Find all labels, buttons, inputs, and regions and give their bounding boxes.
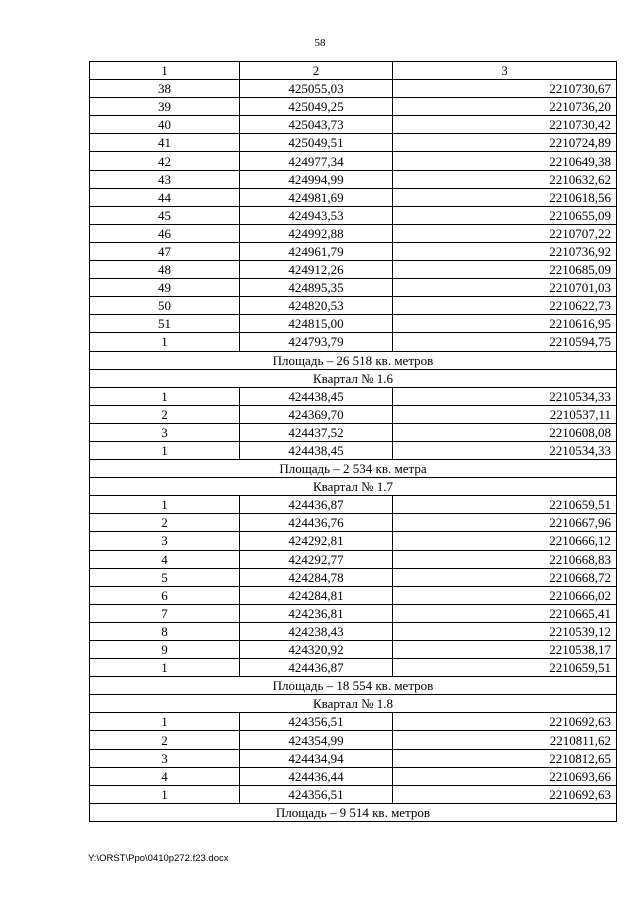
x-coordinate-cell: 424994,99 — [240, 170, 393, 188]
table-row — [90, 98, 617, 116]
x-coordinate-cell: 424356,51 — [240, 785, 393, 803]
table-row — [90, 206, 617, 224]
table-row — [90, 659, 617, 677]
table-row — [90, 785, 617, 803]
y-coordinate-cell: 2210594,75 — [393, 333, 617, 351]
y-coordinate-cell: 2210659,51 — [393, 659, 617, 677]
x-coordinate-cell: 424436,87 — [240, 496, 393, 514]
table-row — [90, 731, 617, 749]
y-coordinate-cell: 2210534,33 — [393, 387, 617, 405]
point-number-cell: 39 — [90, 98, 240, 116]
y-coordinate-cell: 2210730,42 — [393, 116, 617, 134]
x-coordinate-cell: 424320,92 — [240, 641, 393, 659]
x-coordinate-cell: 424354,99 — [240, 731, 393, 749]
table-row — [90, 387, 617, 405]
coordinates-table — [89, 61, 617, 822]
table-row — [90, 134, 617, 152]
section-row — [90, 695, 617, 713]
file-path-footer: Y:\ORST\Ppo\0410p272.f23.docx — [88, 853, 229, 864]
point-number-cell: 1 — [90, 496, 240, 514]
y-coordinate-cell: 2210538,17 — [393, 641, 617, 659]
page-number: 58 — [314, 37, 326, 49]
y-coordinate-cell: 2210616,95 — [393, 315, 617, 333]
y-coordinate-cell: 2210736,92 — [393, 242, 617, 260]
x-coordinate-cell: 424438,45 — [240, 441, 393, 459]
table-row — [90, 441, 617, 459]
table-row — [90, 622, 617, 640]
x-coordinate-cell: 424238,43 — [240, 622, 393, 640]
x-coordinate-cell: 424436,44 — [240, 767, 393, 785]
point-number-cell: 2 — [90, 731, 240, 749]
x-coordinate-cell: 425049,51 — [240, 134, 393, 152]
table-row — [90, 152, 617, 170]
point-number-cell: 44 — [90, 188, 240, 206]
table-row — [90, 80, 617, 98]
header-cell: 1 — [90, 62, 240, 80]
x-coordinate-cell: 425043,73 — [240, 116, 393, 134]
point-number-cell: 46 — [90, 224, 240, 242]
y-coordinate-cell: 2210666,02 — [393, 586, 617, 604]
table-row — [90, 767, 617, 785]
y-coordinate-cell: 2210622,73 — [393, 297, 617, 315]
point-number-cell: 51 — [90, 315, 240, 333]
table-row — [90, 170, 617, 188]
y-coordinate-cell: 2210685,09 — [393, 261, 617, 279]
y-coordinate-cell: 2210701,03 — [393, 279, 617, 297]
x-coordinate-cell: 424820,53 — [240, 297, 393, 315]
y-coordinate-cell: 2210668,72 — [393, 568, 617, 586]
point-number-cell: 1 — [90, 785, 240, 803]
section-label: Квартал № 1.6 — [90, 369, 617, 387]
y-coordinate-cell: 2210730,67 — [393, 80, 617, 98]
y-coordinate-cell: 2210692,63 — [393, 713, 617, 731]
section-row — [90, 460, 617, 478]
section-row — [90, 351, 617, 369]
x-coordinate-cell: 424943,53 — [240, 206, 393, 224]
point-number-cell: 41 — [90, 134, 240, 152]
table-row — [90, 641, 617, 659]
table-row — [90, 333, 617, 351]
y-coordinate-cell: 2210666,12 — [393, 532, 617, 550]
x-coordinate-cell: 424284,81 — [240, 586, 393, 604]
section-row — [90, 478, 617, 496]
x-coordinate-cell: 424981,69 — [240, 188, 393, 206]
point-number-cell: 1 — [90, 713, 240, 731]
point-number-cell: 1 — [90, 441, 240, 459]
y-coordinate-cell: 2210812,65 — [393, 749, 617, 767]
point-number-cell: 8 — [90, 622, 240, 640]
y-coordinate-cell: 2210665,41 — [393, 604, 617, 622]
table-row — [90, 297, 617, 315]
point-number-cell: 48 — [90, 261, 240, 279]
table-row — [90, 586, 617, 604]
table-row — [90, 713, 617, 731]
point-number-cell: 40 — [90, 116, 240, 134]
table-row — [90, 224, 617, 242]
x-coordinate-cell: 424437,52 — [240, 423, 393, 441]
point-number-cell: 5 — [90, 568, 240, 586]
x-coordinate-cell: 425049,25 — [240, 98, 393, 116]
x-coordinate-cell: 424436,76 — [240, 514, 393, 532]
section-row — [90, 803, 617, 821]
y-coordinate-cell: 2210659,51 — [393, 496, 617, 514]
point-number-cell: 49 — [90, 279, 240, 297]
y-coordinate-cell: 2210537,11 — [393, 405, 617, 423]
x-coordinate-cell: 424438,45 — [240, 387, 393, 405]
table-row — [90, 315, 617, 333]
x-coordinate-cell: 424793,79 — [240, 333, 393, 351]
point-number-cell: 3 — [90, 532, 240, 550]
section-label: Площадь – 26 518 кв. метров — [90, 351, 617, 369]
table-row — [90, 405, 617, 423]
y-coordinate-cell: 2210655,09 — [393, 206, 617, 224]
x-coordinate-cell: 424434,94 — [240, 749, 393, 767]
y-coordinate-cell: 2210632,62 — [393, 170, 617, 188]
y-coordinate-cell: 2210649,38 — [393, 152, 617, 170]
section-row — [90, 677, 617, 695]
point-number-cell: 42 — [90, 152, 240, 170]
x-coordinate-cell: 424815,00 — [240, 315, 393, 333]
point-number-cell: 4 — [90, 550, 240, 568]
y-coordinate-cell: 2210667,96 — [393, 514, 617, 532]
table-row — [90, 188, 617, 206]
section-label: Площадь – 9 514 кв. метров — [90, 803, 617, 821]
table-row — [90, 550, 617, 568]
x-coordinate-cell: 424912,26 — [240, 261, 393, 279]
y-coordinate-cell: 2210668,83 — [393, 550, 617, 568]
table-row — [90, 242, 617, 260]
section-label: Квартал № 1.8 — [90, 695, 617, 713]
point-number-cell: 47 — [90, 242, 240, 260]
table-row — [90, 261, 617, 279]
y-coordinate-cell: 2210692,63 — [393, 785, 617, 803]
point-number-cell: 38 — [90, 80, 240, 98]
table-row — [90, 116, 617, 134]
point-number-cell: 1 — [90, 333, 240, 351]
y-coordinate-cell: 2210724,89 — [393, 134, 617, 152]
y-coordinate-cell: 2210693,66 — [393, 767, 617, 785]
x-coordinate-cell: 424369,70 — [240, 405, 393, 423]
x-coordinate-cell: 424236,81 — [240, 604, 393, 622]
x-coordinate-cell: 424292,81 — [240, 532, 393, 550]
x-coordinate-cell: 424356,51 — [240, 713, 393, 731]
y-coordinate-cell: 2210618,56 — [393, 188, 617, 206]
section-row — [90, 369, 617, 387]
y-coordinate-cell: 2210608,08 — [393, 423, 617, 441]
point-number-cell: 43 — [90, 170, 240, 188]
point-number-cell: 3 — [90, 749, 240, 767]
point-number-cell: 6 — [90, 586, 240, 604]
section-label: Квартал № 1.7 — [90, 478, 617, 496]
x-coordinate-cell: 424895,35 — [240, 279, 393, 297]
point-number-cell: 4 — [90, 767, 240, 785]
section-label: Площадь – 2 534 кв. метра — [90, 460, 617, 478]
table-row — [90, 568, 617, 586]
header-cell: 3 — [393, 62, 617, 80]
point-number-cell: 2 — [90, 405, 240, 423]
point-number-cell: 1 — [90, 387, 240, 405]
point-number-cell: 9 — [90, 641, 240, 659]
table-row — [90, 749, 617, 767]
table-row — [90, 423, 617, 441]
table-row — [90, 279, 617, 297]
y-coordinate-cell: 2210539,12 — [393, 622, 617, 640]
x-coordinate-cell: 424284,78 — [240, 568, 393, 586]
table-row — [90, 532, 617, 550]
x-coordinate-cell: 425055,03 — [240, 80, 393, 98]
y-coordinate-cell: 2210736,20 — [393, 98, 617, 116]
x-coordinate-cell: 424292,77 — [240, 550, 393, 568]
table-row — [90, 496, 617, 514]
y-coordinate-cell: 2210534,33 — [393, 441, 617, 459]
section-label: Площадь – 18 554 кв. метров — [90, 677, 617, 695]
x-coordinate-cell: 424961,79 — [240, 242, 393, 260]
point-number-cell: 45 — [90, 206, 240, 224]
x-coordinate-cell: 424436,87 — [240, 659, 393, 677]
x-coordinate-cell: 424992,88 — [240, 224, 393, 242]
point-number-cell: 1 — [90, 659, 240, 677]
table-header-row — [90, 62, 617, 80]
y-coordinate-cell: 2210811,62 — [393, 731, 617, 749]
point-number-cell: 2 — [90, 514, 240, 532]
header-cell: 2 — [240, 62, 393, 80]
table-row — [90, 514, 617, 532]
y-coordinate-cell: 2210707,22 — [393, 224, 617, 242]
point-number-cell: 50 — [90, 297, 240, 315]
table-row — [90, 604, 617, 622]
x-coordinate-cell: 424977,34 — [240, 152, 393, 170]
point-number-cell: 3 — [90, 423, 240, 441]
point-number-cell: 7 — [90, 604, 240, 622]
